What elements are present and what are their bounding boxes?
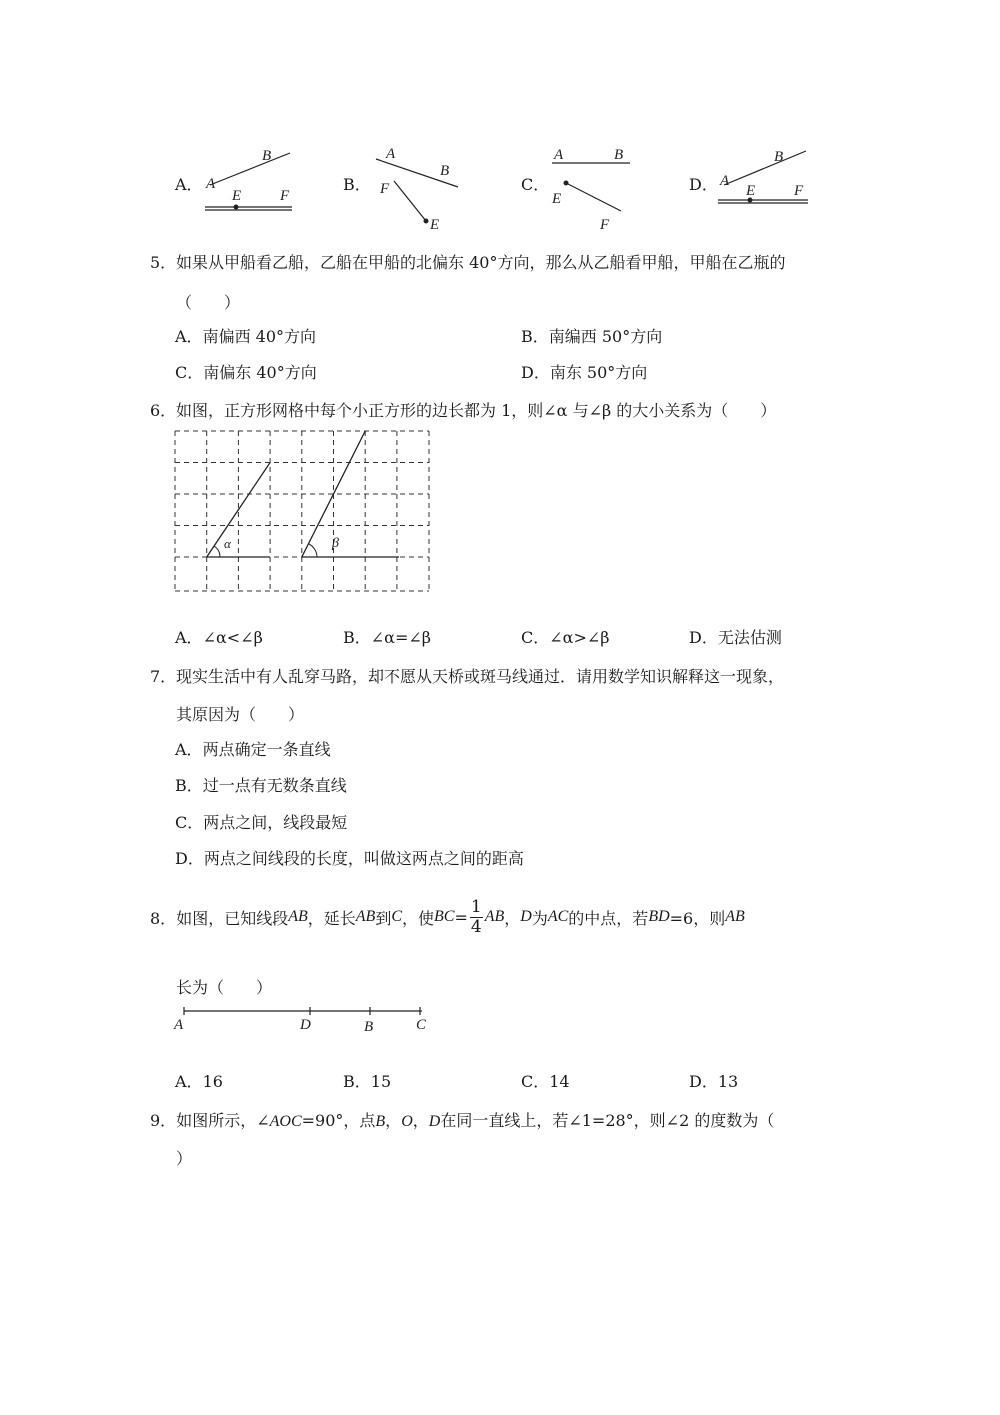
q5-option-a[interactable]: A．南偏西 40°方向 <box>175 327 317 346</box>
q6-number: 6． <box>150 401 177 420</box>
svg-text:A: A <box>206 176 216 192</box>
q5-paren: （ ） <box>176 293 241 312</box>
q4-option-b-label[interactable]: B． <box>343 175 371 194</box>
q8-line2: 长为（ ） <box>176 978 273 997</box>
q7-line1: 现实生活中有人乱穿马路，却不愿从天桥或斑马线通过．请用数学知识解释这一现象， <box>176 667 785 686</box>
q5-number: 5． <box>150 253 177 272</box>
svg-text:B: B <box>440 163 450 179</box>
svg-text:C: C <box>416 1017 427 1033</box>
q8-option-c[interactable]: C．14 <box>521 1072 570 1091</box>
q6-text: 如图，正方形网格中每个小正方形的边长都为 1，则∠α 与∠β 的大小关系为（ ） <box>176 401 777 420</box>
svg-text:E: E <box>430 217 440 233</box>
q6-option-c[interactable]: C．∠α>∠β <box>521 628 610 647</box>
q9-line1: 9．如图所示，∠AOC=90°，点B，O，D在同一直线上，若∠1=28°，则∠2 的度数为（ <box>150 1111 775 1130</box>
q9-line2: ） <box>176 1149 193 1168</box>
svg-text:F: F <box>280 188 290 204</box>
svg-text:A: A <box>554 147 564 163</box>
q4-option-d-figure <box>714 143 814 213</box>
svg-text:E: E <box>552 191 562 207</box>
q8-option-d[interactable]: D．13 <box>689 1072 739 1091</box>
alpha-label: α <box>224 536 231 551</box>
q5-option-c[interactable]: C．南偏东 40°方向 <box>175 363 317 382</box>
q5-option-b[interactable]: B．南编西 50°方向 <box>521 327 663 346</box>
svg-text:B: B <box>614 147 624 163</box>
q8-option-b[interactable]: B．15 <box>343 1072 392 1091</box>
svg-text:B: B <box>364 1019 374 1033</box>
svg-text:F: F <box>600 217 610 233</box>
svg-text:A: A <box>720 173 730 189</box>
q7-option-a[interactable]: A．两点确定一条直线 <box>175 740 331 759</box>
svg-text:E: E <box>746 183 756 199</box>
q7-number: 7． <box>150 667 177 686</box>
q4-option-c-label[interactable]: C． <box>521 175 550 194</box>
beta-label: β <box>332 536 339 551</box>
q7-option-b[interactable]: B．过一点有无数条直线 <box>175 776 347 795</box>
svg-text:B: B <box>262 148 272 164</box>
svg-text:A: A <box>386 146 396 162</box>
q5-text: 如果从甲船看乙船，乙船在甲船的北偏东 40°方向，那么从乙船看甲船，甲船在乙瓶的 <box>176 253 786 272</box>
q6-grid-figure <box>174 430 432 594</box>
svg-text:D: D <box>300 1017 311 1033</box>
q4-option-c-figure <box>546 143 636 233</box>
q4-option-a-label[interactable]: A． <box>175 175 203 194</box>
q7-line2: 其原因为（ ） <box>176 705 305 724</box>
svg-text:F: F <box>794 183 804 199</box>
q7-option-c[interactable]: C．两点之间，线段最短 <box>175 813 348 832</box>
svg-text:E: E <box>232 188 242 204</box>
q8-segment-figure <box>170 1003 435 1033</box>
q6-option-a[interactable]: A．∠α<∠β <box>175 628 263 647</box>
q4-option-b-figure <box>370 143 465 233</box>
fraction-one-quarter: $\frac{1}{4}$ <box>470 896 482 937</box>
q4-option-a-figure <box>200 145 300 215</box>
q5-option-d[interactable]: D．南东 50°方向 <box>521 363 648 382</box>
q7-option-d[interactable]: D．两点之间线段的长度，叫做这两点之间的距高 <box>175 849 524 868</box>
q8-line1: 8． 如图，已知线段 AB ，延长 AB 到 C ，使 BC = $\frac{1}{4}$ AB ， D 为 AC 的中点，若 BD =6，则 AB <box>150 896 745 937</box>
q4-option-d-label[interactable]: D． <box>689 175 718 194</box>
q6-option-b[interactable]: B．∠α=∠β <box>343 628 432 647</box>
q6-option-d[interactable]: D．无法估测 <box>689 628 782 647</box>
svg-text:A: A <box>174 1017 184 1033</box>
svg-text:B: B <box>774 149 784 165</box>
q8-option-a[interactable]: A．16 <box>175 1072 223 1091</box>
svg-text:F: F <box>380 181 390 197</box>
